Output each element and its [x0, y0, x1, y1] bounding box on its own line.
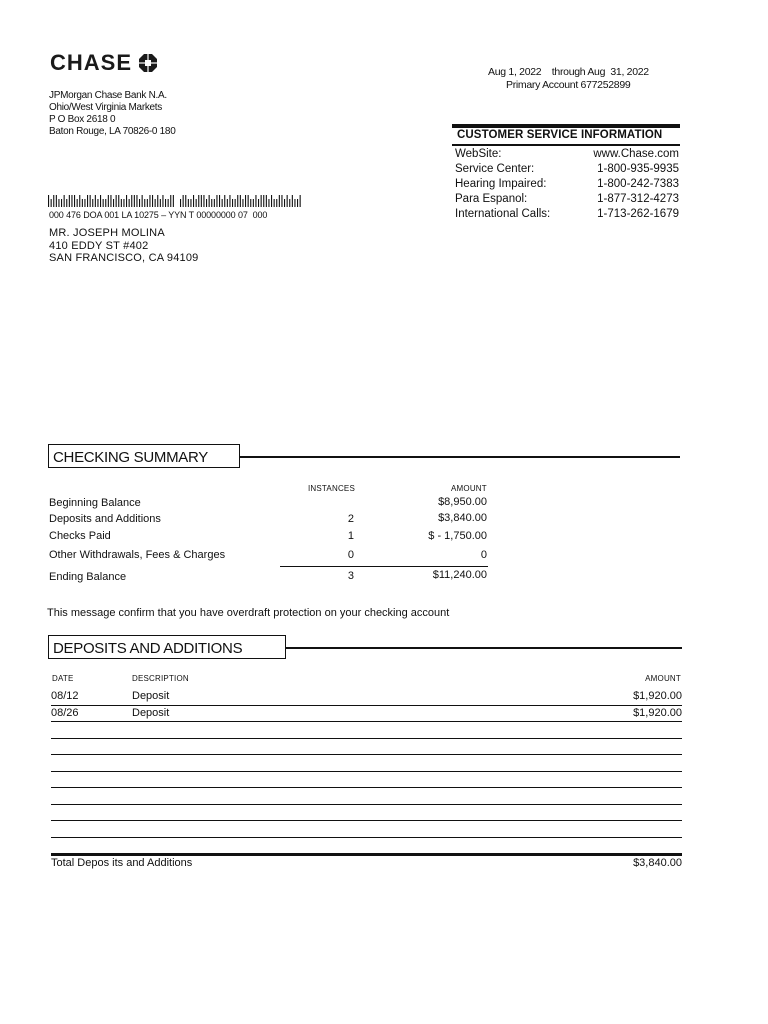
barcode-bar [232, 199, 233, 207]
barcode-bar [266, 195, 267, 207]
barcode-bar [185, 195, 186, 207]
mailing-address [49, 227, 199, 265]
row-rule [51, 721, 682, 722]
empty-row-rule [51, 837, 682, 838]
barcode-bar [203, 195, 204, 207]
summary-total-rule [280, 566, 488, 567]
brand-name: CHASE [50, 50, 133, 75]
barcode-bar [271, 195, 272, 207]
barcode-bar [263, 195, 264, 207]
bank-line: JPMorgan Chase Bank N.A. [49, 90, 167, 101]
barcode-bar [211, 199, 212, 207]
barcode-bar [155, 199, 156, 207]
summary-amount: $ - 1,750.00 [428, 530, 487, 542]
barcode-bar [170, 195, 171, 207]
address-line: MR. JOSEPH MOLINA [49, 227, 165, 239]
barcode-bar [193, 195, 194, 207]
barcode-bar [110, 195, 111, 207]
summary-instances: 2 [347, 513, 354, 525]
barcode-bar [116, 195, 117, 207]
barcode-bar [142, 195, 143, 207]
barcode-bar [136, 195, 137, 207]
barcode-text: 000 476 DOA 001 LA 10275 – YYN T 00000000 07 000 [49, 210, 268, 220]
barcode-bar [74, 195, 75, 207]
barcode-bar [149, 195, 150, 207]
overdraft-message: This message confirm that you have overdraft protection on your checking account [47, 607, 450, 619]
barcode-bar [235, 199, 236, 207]
barcode-bar [48, 195, 49, 207]
barcode-bar [58, 199, 59, 207]
barcode-bar [56, 195, 57, 207]
barcode-bar [183, 195, 184, 207]
barcode-bar [139, 199, 140, 207]
barcode-bar [71, 195, 72, 207]
barcode-bar [216, 195, 217, 207]
col-date: DATE [52, 674, 74, 683]
barcode-bar [113, 199, 114, 207]
barcode-bar [92, 199, 93, 207]
cs-label: International Calls: [455, 208, 551, 220]
primary-account: Primary Account 677252899 [506, 79, 631, 91]
barcode-bar [95, 195, 96, 207]
summary-label: Other Withdrawals, Fees & Charges [49, 549, 226, 561]
deposits-total-label: Total Depos its and Additions [51, 857, 193, 869]
barcode-bar [64, 195, 65, 207]
barcode-bar [240, 195, 241, 207]
deposit-date: 08/12 [51, 690, 79, 702]
barcode-bar [224, 195, 225, 207]
cs-value: 1-877-312-4273 [597, 193, 679, 205]
barcode-bar [51, 199, 52, 207]
barcode-bar [222, 199, 223, 207]
cs-title: CUSTOMER SERVICE INFORMATION [457, 129, 663, 141]
barcode-bar [297, 199, 298, 207]
summary-label: Beginning Balance [49, 497, 141, 509]
barcode-bar [118, 195, 119, 207]
address-line: SAN FRANCISCO, CA 94109 [49, 252, 199, 264]
barcode-bar [160, 199, 161, 207]
barcode-bar [245, 195, 246, 207]
barcode-bar [289, 199, 290, 207]
barcode-bar [121, 199, 122, 207]
barcode-bar [69, 195, 70, 207]
barcode-bar [66, 199, 67, 207]
row-rule [51, 705, 682, 706]
col-description: DESCRIPTION [132, 674, 189, 683]
bank-address [49, 90, 175, 138]
summary-amount: $3,840.00 [438, 512, 487, 524]
barcode-bar [162, 195, 163, 207]
barcode-bar [90, 195, 91, 207]
barcode-bar [281, 195, 282, 207]
barcode-bar [214, 199, 215, 207]
deposits-title: DEPOSITS AND ADDITIONS [48, 635, 286, 659]
barcode-bar [229, 195, 230, 207]
col-amount: AMOUNT [645, 674, 681, 683]
summary-label: Deposits and Additions [49, 513, 161, 525]
barcode-bar [147, 199, 148, 207]
total-rule [51, 853, 682, 856]
barcode-bar [157, 195, 158, 207]
barcode-bar [201, 195, 202, 207]
cs-bottom-rule [452, 144, 680, 146]
empty-row-rule [51, 771, 682, 772]
chase-logo [50, 50, 158, 76]
cs-value: www.Chase.com [593, 148, 679, 160]
barcode-bar [253, 199, 254, 207]
bank-line: P O Box 2618 0 [49, 114, 116, 125]
barcode-bar [284, 199, 285, 207]
summary-instances: 3 [347, 570, 354, 582]
barcode-bar [237, 195, 238, 207]
barcode-bar [134, 195, 135, 207]
empty-row-rule [51, 754, 682, 755]
barcode-bar [100, 195, 101, 207]
barcode-bar [190, 199, 191, 207]
barcode-bar [103, 199, 104, 207]
barcode-bar [105, 199, 106, 207]
checking-summary-title: CHECKING SUMMARY [48, 444, 240, 468]
barcode-bar [165, 199, 166, 207]
barcode-bar [180, 199, 181, 207]
deposit-description: Deposit [132, 707, 170, 719]
barcode-bar [258, 199, 259, 207]
summary-instances: 0 [347, 549, 354, 561]
barcode-bar [144, 199, 145, 207]
empty-row-rule [51, 820, 682, 821]
barcode-bar [227, 199, 228, 207]
barcode-bar [261, 195, 262, 207]
cs-label: WebSite: [455, 148, 502, 160]
barcode-bar [268, 199, 269, 207]
bank-line: Baton Rouge, LA 70826-0 180 [49, 126, 176, 137]
barcode-bar [294, 199, 295, 207]
barcode-bar [196, 199, 197, 207]
empty-row-rule [51, 804, 682, 805]
cs-top-rule [452, 124, 680, 128]
cs-value: 1-713-262-1679 [597, 208, 679, 220]
barcode-bar [279, 195, 280, 207]
barcode-bar [61, 199, 62, 207]
barcode-bar [255, 195, 256, 207]
barcode-bar [79, 195, 80, 207]
barcode-bar [168, 199, 169, 207]
barcode-bar [84, 199, 85, 207]
deposit-amount: $1,920.00 [633, 690, 682, 702]
cs-value: 1-800-242-7383 [597, 178, 679, 190]
barcode-bar [123, 199, 124, 207]
barcode-bar [82, 199, 83, 207]
section-rule [240, 456, 680, 458]
barcode-bar [126, 195, 127, 207]
summary-amount: $11,240.00 [432, 569, 487, 581]
barcode-bar [250, 199, 251, 207]
barcode-bar [287, 195, 288, 207]
barcode-bar [198, 195, 199, 207]
barcode-bar [152, 195, 153, 207]
summary-instances: 1 [347, 530, 354, 542]
cs-label: Hearing Impaired: [455, 178, 547, 190]
chase-octagon-icon [138, 53, 158, 73]
address-line: 410 EDDY ST #402 [49, 239, 149, 252]
barcode-bar [87, 195, 88, 207]
cs-row [455, 193, 679, 205]
postal-barcode [48, 195, 302, 207]
barcode-bar [209, 195, 210, 207]
empty-row-rule [51, 787, 682, 788]
cs-row [455, 163, 679, 175]
statement-period: Aug 1, 2022 through Aug 31, 2022 [488, 66, 649, 78]
bank-line: Ohio/West Virginia Markets [49, 102, 162, 113]
barcode-bar [173, 195, 174, 207]
barcode-bar [292, 195, 293, 207]
barcode-bar [129, 199, 130, 207]
deposit-amount: $1,920.00 [633, 707, 682, 719]
barcode-bar [97, 199, 98, 207]
barcode-bar [242, 199, 243, 207]
cs-label: Service Center: [455, 163, 535, 175]
barcode-bar [131, 195, 132, 207]
barcode-bar [77, 199, 78, 207]
summary-amount: 0 [480, 549, 487, 561]
cs-row [455, 148, 679, 160]
barcode-bar [108, 195, 109, 207]
col-instances: INSTANCES [308, 484, 355, 493]
cs-value: 1-800-935-9935 [597, 163, 679, 175]
col-amount: AMOUNT [451, 484, 487, 493]
cs-label: Para Espanol: [455, 193, 528, 205]
summary-label: Checks Paid [49, 530, 111, 542]
barcode-bar [219, 195, 220, 207]
summary-amount: $8,950.00 [438, 496, 487, 508]
barcode-bar [53, 195, 54, 207]
barcode-bar [274, 199, 275, 207]
deposits-total-amount: $3,840.00 [633, 857, 682, 869]
barcode-bar [188, 199, 189, 207]
cs-row [455, 178, 679, 190]
empty-row-rule [51, 738, 682, 739]
cs-row [455, 208, 679, 220]
deposit-description: Deposit [132, 690, 170, 702]
summary-label: Ending Balance [49, 571, 127, 583]
barcode-bar [300, 195, 301, 207]
deposit-date: 08/26 [51, 707, 79, 719]
barcode-bar [248, 195, 249, 207]
barcode-bar [276, 199, 277, 207]
barcode-bar [206, 199, 207, 207]
section-rule [286, 647, 682, 649]
